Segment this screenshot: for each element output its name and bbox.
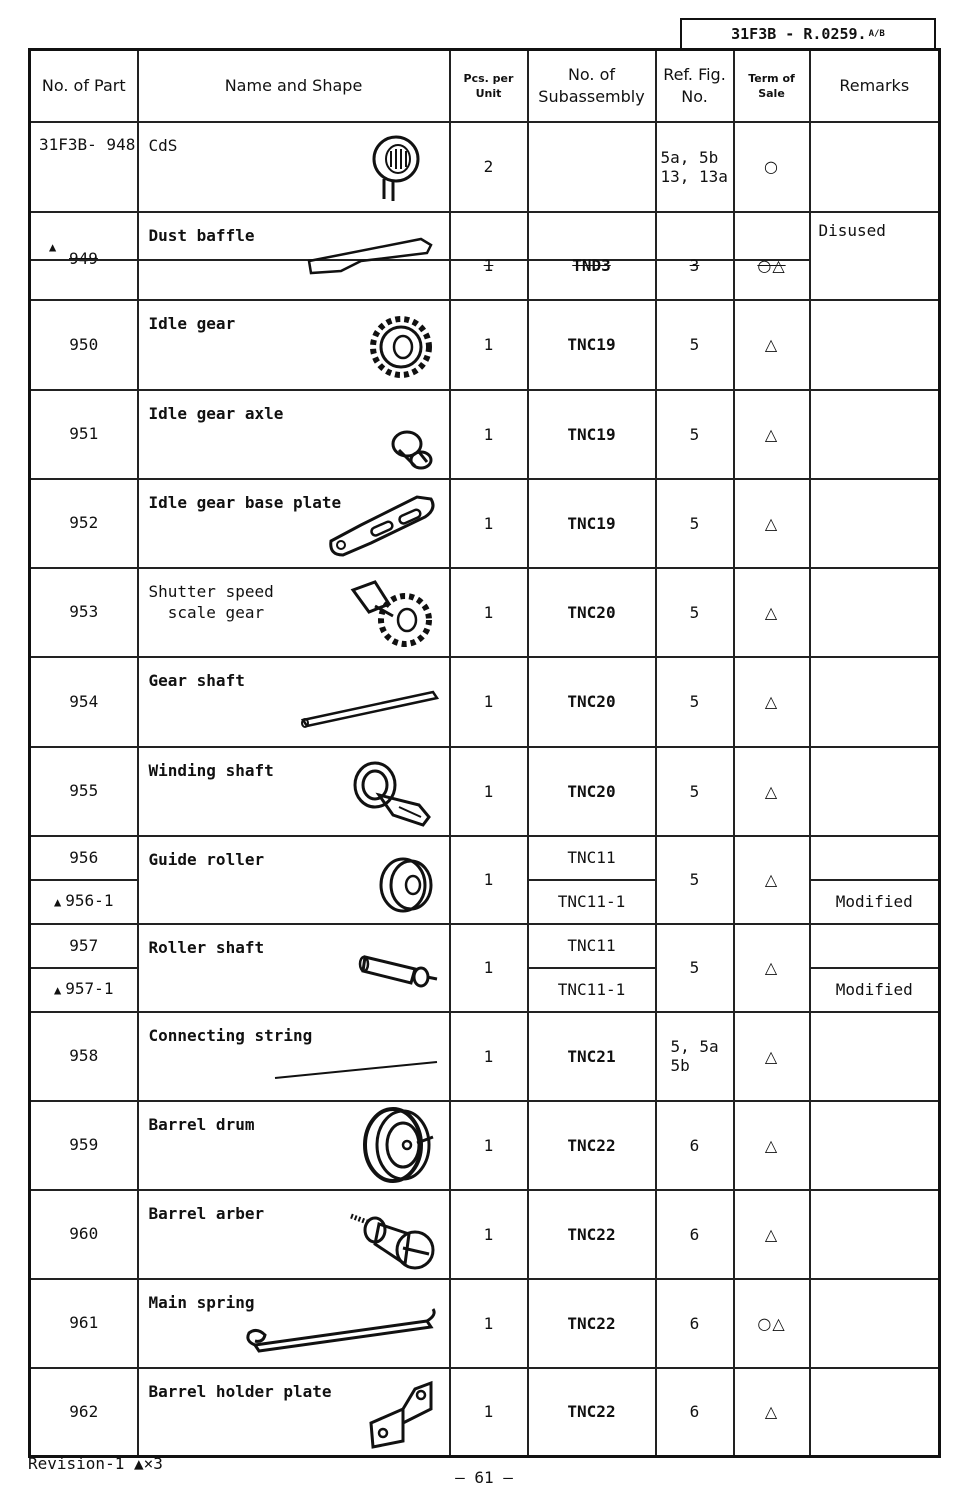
part-name-cell [138,924,450,1012]
remarks [810,568,940,657]
subassembly-number: TNC22 [528,1101,656,1190]
remarks [810,657,940,747]
subassembly-number: TND3 [572,256,611,275]
header-part-no: No. of Part [30,50,138,122]
barrel-drum-icon [357,1103,441,1185]
pcs-per-unit: 1 [450,300,528,390]
ref-fig-number: 5 [656,747,734,836]
pcs-per-unit: 1 [450,1368,528,1457]
header-subassembly: No. of Subassembly [528,50,656,122]
remarks [810,836,940,880]
ref-fig-number: 5, 5a 5b [656,1012,734,1101]
remarks [810,1368,940,1457]
remarks: Disused [810,212,940,300]
part-name-cell [138,568,450,657]
part-number: 958 [30,1012,138,1101]
part-name-cell [138,836,450,924]
pcs-per-unit: 1 [450,924,528,1012]
idle-gear-icon [361,305,441,385]
scale-gear-icon [345,576,441,652]
part-name: Idle gear base plate [148,492,342,512]
subassembly-number: TNC20 [528,657,656,747]
part-name-cell [138,122,450,212]
subassembly-number: TNC22 [528,1279,656,1368]
term-cell [734,212,810,300]
part-number: 950 [30,300,138,390]
table-row [30,1279,940,1368]
part-number: 952 [30,479,138,568]
remarks [810,390,940,479]
table-row [30,390,940,479]
dust-baffle-icon [301,231,441,281]
part-name: Winding shaft [148,760,274,780]
part-name-cell [138,1190,450,1279]
term-of-sale: ○ [734,122,810,212]
term-of-sale: △ [734,747,810,836]
remarks [810,1190,940,1279]
part-name-cell [138,1279,450,1368]
header-name-shape: Name and Shape [138,50,450,122]
part-name: Barrel arber [148,1203,265,1223]
part-number: 962 [30,1368,138,1457]
parts-table [28,48,941,1458]
part-name: Barrel drum [148,1114,255,1134]
part-name: Roller shaft [148,937,265,957]
subassembly-cell [528,212,656,300]
term-of-sale: △ [734,390,810,479]
part-name: Idle gear axle [148,403,284,423]
part-number-cell [30,212,138,300]
ref-fig-number: 6 [656,1101,734,1190]
part-number-cell [30,880,138,924]
part-name-cell [138,1012,450,1101]
part-name-cell [138,390,450,479]
part-name: Dust baffle [148,225,255,245]
base-plate-icon [321,491,441,563]
part-number: 956-1 [65,891,114,910]
remarks [810,300,940,390]
pcs-per-unit: 1 [450,1190,528,1279]
part-number: 31F3B- 948 [30,122,138,212]
subassembly-number: TNC21 [528,1012,656,1101]
ref-fig-number: 5 [656,836,734,924]
subassembly-number: TNC11-1 [528,968,656,1012]
ref-fig-number: 5a, 5b 13, 13a [656,122,734,212]
pcs-per-unit: 1 [450,1012,528,1101]
part-number: 949 [69,248,98,268]
roller-shaft-icon [357,943,441,993]
part-name: CdS [148,135,178,155]
subassembly-number: TNC11 [528,836,656,880]
pcs-per-unit: 1 [483,256,494,275]
header-row [30,50,940,122]
header-remarks: Remarks [810,50,940,122]
gear-shaft-icon [297,686,441,732]
pcs-per-unit: 1 [450,836,528,924]
subassembly-number [528,122,656,212]
pcs-per-unit: 1 [450,657,528,747]
part-name: Barrel holder plate [148,1381,332,1401]
table-row [30,836,940,880]
revision-mark: ▲ [54,895,62,909]
term-of-sale: △ [734,1190,810,1279]
remarks: Modified [810,968,940,1012]
part-number: 957-1 [65,979,114,998]
part-name: Shutter speed scale gear [148,581,274,622]
revision-mark: ▲ [54,983,62,997]
part-name: Gear shaft [148,670,245,690]
ref-fig-number: 6 [656,1190,734,1279]
table-row [30,122,940,212]
term-of-sale: △ [734,1012,810,1101]
cds-cell-icon [351,129,441,207]
subassembly-number: TNC22 [528,1368,656,1457]
table-row [30,657,940,747]
header-term: Term of Sale [734,50,810,122]
table-row [30,1368,940,1457]
part-number: 953 [30,568,138,657]
part-name-cell [138,1101,450,1190]
document-reference [680,18,936,48]
remarks [810,1101,940,1190]
term-of-sale: △ [734,924,810,1012]
pcs-per-unit: 1 [450,1279,528,1368]
pcs-per-unit: 1 [450,390,528,479]
barrel-arber-icon [345,1204,441,1274]
table-row [30,1190,940,1279]
pcs-per-unit: 1 [450,1101,528,1190]
main-spring-icon [241,1305,441,1353]
remarks [810,479,940,568]
remarks: Modified [810,880,940,924]
ref-fig-number: 6 [656,1279,734,1368]
term-of-sale: ○△ [757,256,786,275]
term-of-sale: ○△ [734,1279,810,1368]
revision-mark: ▲ [49,239,57,254]
subassembly-number: TNC20 [528,747,656,836]
term-of-sale: △ [734,568,810,657]
pcs-cell [450,212,528,300]
part-name-cell [138,657,450,747]
ref-fig-number: 5 [656,390,734,479]
header-ref-fig: Ref. Fig. No. [656,50,734,122]
part-number: 960 [30,1190,138,1279]
table-row [30,1012,940,1101]
part-number: 959 [30,1101,138,1190]
remarks [810,1012,940,1101]
table-row [30,1101,940,1190]
subassembly-number: TNC11 [528,924,656,968]
winding-shaft-icon [349,755,441,831]
part-number: 954 [30,657,138,747]
subassembly-number: TNC22 [528,1190,656,1279]
part-name: Idle gear [148,313,236,333]
ref-fig-number: 5 [656,924,734,1012]
strike-line [31,259,137,261]
subassembly-number: TNC19 [528,390,656,479]
pcs-per-unit: 2 [450,122,528,212]
term-of-sale: △ [734,657,810,747]
remarks [810,924,940,968]
part-name-cell [138,212,450,300]
part-number-cell [30,968,138,1012]
ref-fig-number: 3 [689,256,700,275]
holder-plate-icon [361,1375,441,1451]
pcs-per-unit: 1 [450,479,528,568]
table-row [30,747,940,836]
remarks [810,1279,940,1368]
pcs-per-unit: 1 [450,568,528,657]
guide-roller-icon [371,849,441,919]
part-name: Guide roller [148,849,265,869]
table-row [30,212,940,300]
revision-note: Revision-1 ▲×3 [28,1454,163,1473]
part-number: 961 [30,1279,138,1368]
header-pcs: Pcs. per Unit [450,50,528,122]
part-number: 957 [30,924,138,968]
ref-fig-number: 5 [656,657,734,747]
ref-fig-cell [656,212,734,300]
subassembly-number: TNC19 [528,479,656,568]
term-of-sale: △ [734,479,810,568]
ref-fig-number: 5 [656,300,734,390]
part-name-cell [138,1368,450,1457]
table-row [30,924,940,968]
part-name: Connecting string [148,1025,313,1045]
part-number: 951 [30,390,138,479]
part-name-cell [138,747,450,836]
gear-axle-icon [385,422,441,474]
term-of-sale: △ [734,836,810,924]
table-row [30,300,940,390]
string-icon [271,1056,441,1086]
page-number: — 61 — [455,1468,513,1487]
doc-ref-text: 31F3B - R.0259. [731,25,867,43]
part-number: 956 [30,836,138,880]
part-name-cell [138,479,450,568]
remarks [810,747,940,836]
subassembly-number: TNC11-1 [528,880,656,924]
ref-fig-number: 6 [656,1368,734,1457]
ref-fig-number: 5 [656,568,734,657]
remarks [810,122,940,212]
ref-fig-number: 5 [656,479,734,568]
pcs-per-unit: 1 [450,747,528,836]
part-name-cell [138,300,450,390]
term-of-sale: △ [734,300,810,390]
term-of-sale: △ [734,1368,810,1457]
term-of-sale: △ [734,1101,810,1190]
subassembly-number: TNC19 [528,300,656,390]
table-row [30,568,940,657]
part-name: Main spring [148,1292,255,1312]
doc-rev-letters: A/B [868,28,885,39]
subassembly-number: TNC20 [528,568,656,657]
part-number: 955 [30,747,138,836]
table-row [30,479,940,568]
